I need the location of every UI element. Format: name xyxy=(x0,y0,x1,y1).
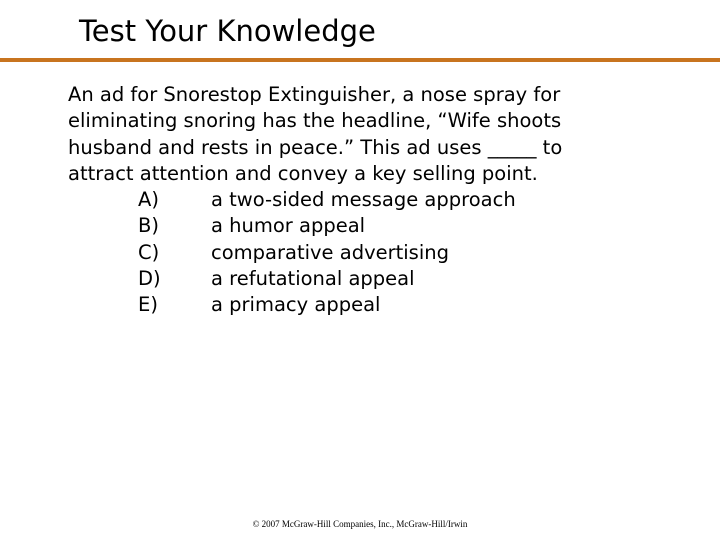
question-block xyxy=(68,82,708,319)
question-line: husband and rests in peace.” This ad uses _____ to xyxy=(68,135,563,159)
option-letter: B) xyxy=(138,214,159,238)
answer-option-e xyxy=(68,292,708,318)
title-divider xyxy=(0,58,720,62)
option-text: a refutational appeal xyxy=(211,267,415,291)
question-line: eliminating snoring has the headline, “Wife shoots xyxy=(68,109,562,133)
answer-option-a xyxy=(68,187,708,213)
copyright-footer: © 2007 McGraw-Hill Companies, Inc., McGraw-Hill/Irwin xyxy=(252,519,468,529)
answer-option-c xyxy=(68,240,708,266)
option-text: comparative advertising xyxy=(211,240,449,264)
option-text: a humor appeal xyxy=(211,214,366,238)
option-text: a two-sided message approach xyxy=(211,188,516,212)
question-line: An ad for Snorestop Extinguisher, a nose spray for xyxy=(68,83,561,106)
slide-title: Test Your Knowledge xyxy=(79,14,376,48)
option-letter: E) xyxy=(138,293,158,317)
option-letter: C) xyxy=(138,240,160,264)
option-letter: D) xyxy=(138,267,161,291)
option-text: a primacy appeal xyxy=(211,293,381,317)
answer-option-b xyxy=(68,213,708,239)
question-line: attract attention and convey a key selling point. xyxy=(68,161,538,185)
answer-option-d xyxy=(68,266,708,292)
option-letter: A) xyxy=(138,188,159,212)
